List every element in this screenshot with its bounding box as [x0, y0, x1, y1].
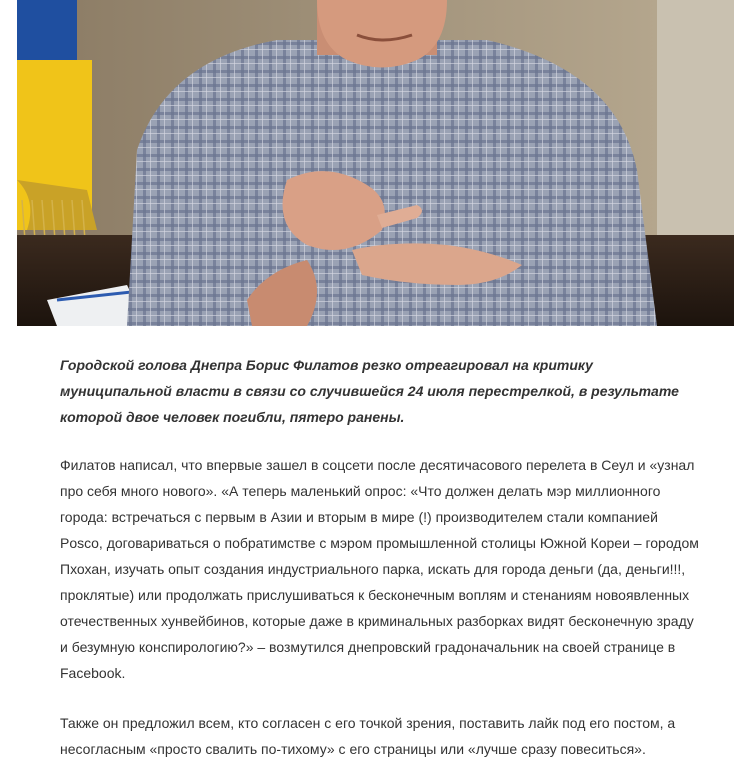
article-paragraph: Также он предложил всем, кто согласен с его точкой зрения, поставить лайк под его постом, а несогласным «просто свалить по-тихому» с его страницы или «лучше сразу повеситься».	[60, 715, 676, 757]
article-photo	[17, 0, 734, 326]
article-lead: Городской голова Днепра Борис Филатов резко отреагировал на критику муниципальной власти в связи со случившейся 24 июля перестрелкой, в результате которой двое человек погибли, пятеро ранены.	[60, 357, 679, 425]
article-paragraph: Филатов написал, что впервые зашел в соцсети после десятичасового перелета в Сеул и «узнал про себя много нового». «А теперь маленький опрос: «Что должен делать мэр миллионного города: встречаться с первым в Азии и вторым в мире (!) производителем стали компанией Posco, договариваться о побратимстве с мэром промышленной столицы Южной Кореи – городом Пхохан, изучать опыт создания индустриального парка, искать для города деньги (да, деньги!!!, проклятые) или продолжать прислушиваться к бесконечным воплям и стенаниям новоявленных отечественных хунвейбинов, которые даже в криминальных разборках видят бесконечную зраду и безумную конспирологию?» – возмутился днепровский градоначальник на своей странице в Facebook.	[60, 457, 699, 681]
article-body	[60, 352, 700, 762]
